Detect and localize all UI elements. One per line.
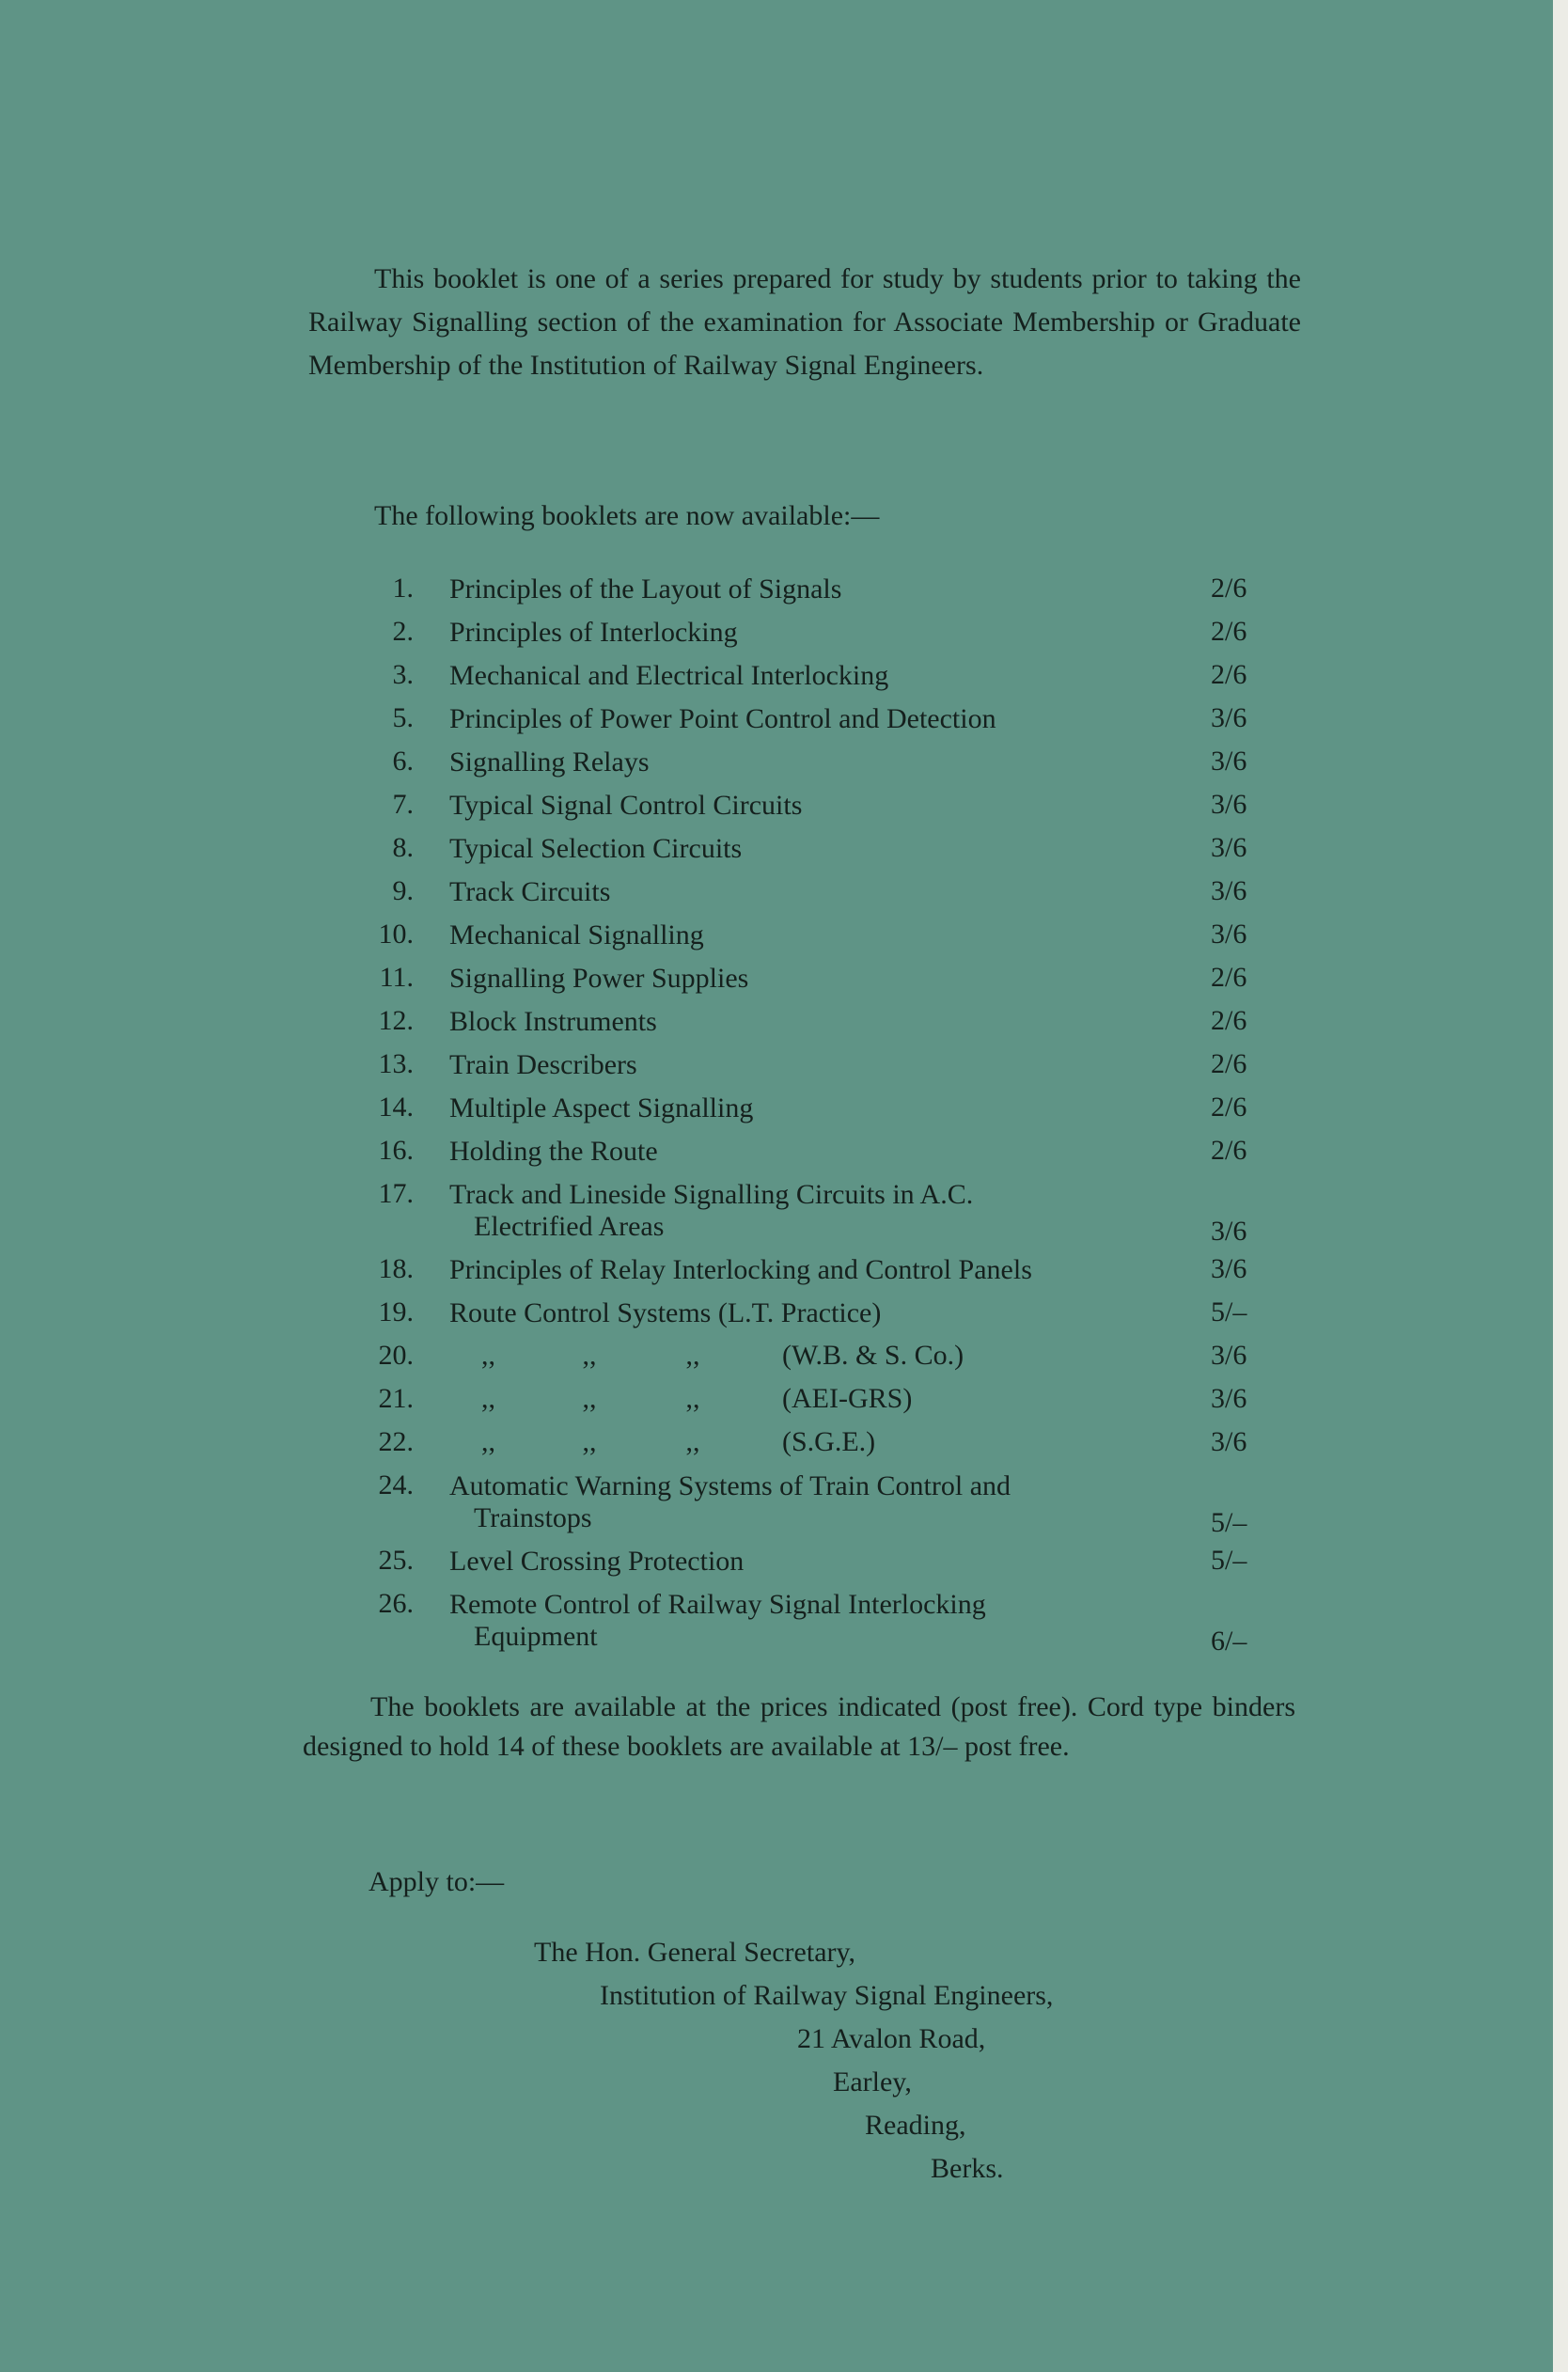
- booklet-number: 11.: [379, 962, 414, 993]
- booklet-price: 2/6: [1211, 962, 1247, 993]
- booklet-row: [365, 1048, 1267, 1092]
- booklet-price: 3/6: [1211, 1216, 1247, 1247]
- booklet-row: [365, 962, 1267, 1005]
- booklet-title: [449, 1383, 1250, 1415]
- booklet-price: 3/6: [1211, 702, 1247, 733]
- booklet-row: [365, 1135, 1267, 1178]
- booklet-title-line: Typical Selection Circuits: [449, 833, 743, 864]
- booklet-title-text: (AEI-GRS): [782, 1383, 913, 1414]
- booklet-number: 22.: [378, 1426, 414, 1457]
- closing-paragraph: The booklets are available at the prices indicated (post free). Cord type binders designed to hold 14 of these booklets are available at 13/– post free.: [303, 1691, 1295, 1762]
- booklet-row: [365, 1426, 1267, 1469]
- address-line: Institution of Railway Signal Engineers,: [600, 1980, 1054, 2011]
- booklet-title-line: Principles of Interlocking: [449, 617, 738, 648]
- booklet-price: 2/6: [1211, 573, 1247, 604]
- booklet-row: [365, 616, 1267, 659]
- booklet-row: [365, 1253, 1267, 1296]
- booklet-title: [449, 1340, 1250, 1372]
- booklet-number: 9.: [392, 875, 414, 906]
- booklet-row: [365, 919, 1267, 962]
- booklet-row: [365, 659, 1267, 702]
- booklet-title: [449, 789, 1250, 823]
- address-line: Berks.: [931, 2153, 1004, 2184]
- booklet-row: [365, 573, 1267, 616]
- booklet-title-line: Mechanical and Electrical Interlocking: [449, 660, 889, 691]
- booklet-title: [449, 1545, 1250, 1579]
- address-line: Earley,: [833, 2066, 912, 2097]
- booklet-number: 24.: [378, 1469, 414, 1500]
- booklet-title-line: Holding the Route: [449, 1136, 658, 1167]
- booklet-title-line: Principles of Relay Interlocking and Control Panels: [449, 1254, 1032, 1285]
- booklet-row: [365, 1296, 1267, 1340]
- booklet-row: [365, 1469, 1267, 1545]
- booklet-number: 21.: [378, 1383, 414, 1414]
- booklet-row: [365, 789, 1267, 832]
- booklet-title-line: Principles of Power Point Control and Detection: [449, 703, 996, 734]
- booklet-number: 26.: [378, 1588, 414, 1619]
- booklet-title: [449, 1426, 1250, 1458]
- booklet-row: [365, 1340, 1267, 1383]
- booklet-number: 25.: [378, 1545, 414, 1576]
- ditto-mark: ,,: [685, 1426, 700, 1457]
- booklet-price: 3/6: [1211, 1253, 1247, 1284]
- booklet-number: 10.: [378, 919, 414, 950]
- booklet-title: [449, 1469, 1250, 1533]
- booklet-title-line: Track and Lineside Signalling Circuits in A.C.: [449, 1179, 974, 1210]
- booklet-title-line: Trainstops: [474, 1502, 592, 1533]
- booklet-title-line: Remote Control of Railway Signal Interlocking: [449, 1589, 986, 1620]
- booklet-row: [365, 1178, 1267, 1253]
- booklet-number: 6.: [392, 746, 414, 777]
- booklet-title-line: Track Circuits: [449, 876, 611, 907]
- booklet-number: 19.: [378, 1296, 414, 1327]
- booklet-row: [365, 702, 1267, 746]
- apply-to: Apply to:—: [368, 1866, 505, 1897]
- booklet-title: [449, 659, 1250, 693]
- booklet-price: 3/6: [1211, 746, 1247, 777]
- booklet-number: 3.: [392, 659, 414, 690]
- booklet-title-line: Automatic Warning Systems of Train Control and: [449, 1470, 1011, 1501]
- booklet-title: [449, 1135, 1250, 1169]
- booklet-title: [449, 875, 1250, 909]
- ditto-mark: ,,: [685, 1340, 700, 1371]
- booklet-title: [449, 1588, 1250, 1652]
- ditto-mark: ,,: [481, 1383, 495, 1414]
- ditto-mark: ,,: [582, 1383, 597, 1414]
- booklet-price: 3/6: [1211, 789, 1247, 820]
- booklet-title-line: Electrified Areas: [474, 1211, 665, 1242]
- booklet-price: 6/–: [1211, 1626, 1247, 1657]
- booklet-price: 5/–: [1211, 1296, 1247, 1327]
- booklet-row: [365, 746, 1267, 789]
- ditto-mark: ,,: [582, 1426, 597, 1457]
- page-edge: [1553, 0, 1568, 2372]
- intro-paragraph: This booklet is one of a series prepared for study by students prior to taking the Railway Signalling section of the examination for Associate Membership or Graduate Membership of the Institution of Railway Signal Engineers.: [308, 263, 1301, 381]
- booklet-price: 2/6: [1211, 616, 1247, 647]
- ditto-mark: ,,: [685, 1383, 700, 1414]
- booklet-title-line: Principles of the Layout of Signals: [449, 573, 842, 605]
- booklet-price: 2/6: [1211, 1092, 1247, 1123]
- booklet-title: [449, 1253, 1250, 1287]
- booklet-title: [449, 1048, 1250, 1082]
- booklet-title-line: Train Describers: [449, 1049, 637, 1080]
- booklet-price: 3/6: [1211, 1426, 1247, 1457]
- booklet-title: [449, 832, 1250, 866]
- booklet-title: [449, 1092, 1250, 1125]
- booklet-price: 2/6: [1211, 659, 1247, 690]
- booklet-number: 5.: [392, 702, 414, 733]
- booklet-title: [449, 1005, 1250, 1039]
- booklet-title: [449, 746, 1250, 779]
- booklet-number: 20.: [378, 1340, 414, 1371]
- booklet-row: [365, 1588, 1267, 1663]
- booklet-row: [365, 1545, 1267, 1588]
- booklet-price: 3/6: [1211, 919, 1247, 950]
- booklet-row: [365, 875, 1267, 919]
- booklet-title-line: Signalling Relays: [449, 746, 650, 778]
- booklet-number: 14.: [378, 1092, 414, 1123]
- booklet-title-line: Block Instruments: [449, 1006, 657, 1037]
- booklet-number: 13.: [378, 1048, 414, 1079]
- booklet-number: 7.: [392, 789, 414, 820]
- booklet-title-text: (S.G.E.): [782, 1426, 876, 1457]
- booklet-row: [365, 1092, 1267, 1135]
- list-lead: The following booklets are now available:—: [374, 500, 880, 531]
- booklet-number: 1.: [392, 573, 414, 604]
- booklet-number: 16.: [378, 1135, 414, 1166]
- booklet-price: 5/–: [1211, 1507, 1247, 1538]
- booklet-number: 17.: [378, 1178, 414, 1209]
- booklet-title-line: Signalling Power Supplies: [449, 963, 749, 994]
- booklet-number: 8.: [392, 832, 414, 863]
- booklet-title: [449, 1296, 1250, 1330]
- booklet-title-line: Route Control Systems (L.T. Practice): [449, 1297, 882, 1328]
- booklet-price: 2/6: [1211, 1135, 1247, 1166]
- booklet-number: 2.: [392, 616, 414, 647]
- booklet-title: [449, 919, 1250, 952]
- booklet-title: [449, 1178, 1250, 1242]
- booklet-title-line: Level Crossing Protection: [449, 1546, 745, 1577]
- ditto-mark: ,,: [582, 1340, 597, 1371]
- booklet-title: [449, 962, 1250, 996]
- booklet-title-text: (W.B. & S. Co.): [782, 1340, 964, 1371]
- booklet-list: [365, 573, 1267, 1663]
- booklet-row: [365, 832, 1267, 875]
- booklet-row: [365, 1383, 1267, 1426]
- ditto-mark: ,,: [481, 1426, 495, 1457]
- booklet-price: 2/6: [1211, 1005, 1247, 1036]
- booklet-price: 3/6: [1211, 832, 1247, 863]
- booklet-title-line: Equipment: [474, 1621, 598, 1652]
- ditto-mark: ,,: [481, 1340, 495, 1371]
- address-line: Reading,: [865, 2110, 966, 2141]
- booklet-title: [449, 702, 1250, 736]
- booklet-price: 3/6: [1211, 875, 1247, 906]
- booklet-title: [449, 573, 1250, 606]
- booklet-price: 5/–: [1211, 1545, 1247, 1576]
- booklet-number: 12.: [378, 1005, 414, 1036]
- address-line: The Hon. General Secretary,: [534, 1937, 856, 1968]
- address-line: 21 Avalon Road,: [797, 2023, 986, 2054]
- booklet-number: 18.: [378, 1253, 414, 1284]
- booklet-title-line: Mechanical Signalling: [449, 919, 704, 950]
- booklet-price: 2/6: [1211, 1048, 1247, 1079]
- booklet-title-line: Multiple Aspect Signalling: [449, 1092, 754, 1123]
- booklet-price: 3/6: [1211, 1340, 1247, 1371]
- booklet-title: [449, 616, 1250, 650]
- booklet-title-line: Typical Signal Control Circuits: [449, 790, 803, 821]
- booklet-price: 3/6: [1211, 1383, 1247, 1414]
- booklet-row: [365, 1005, 1267, 1048]
